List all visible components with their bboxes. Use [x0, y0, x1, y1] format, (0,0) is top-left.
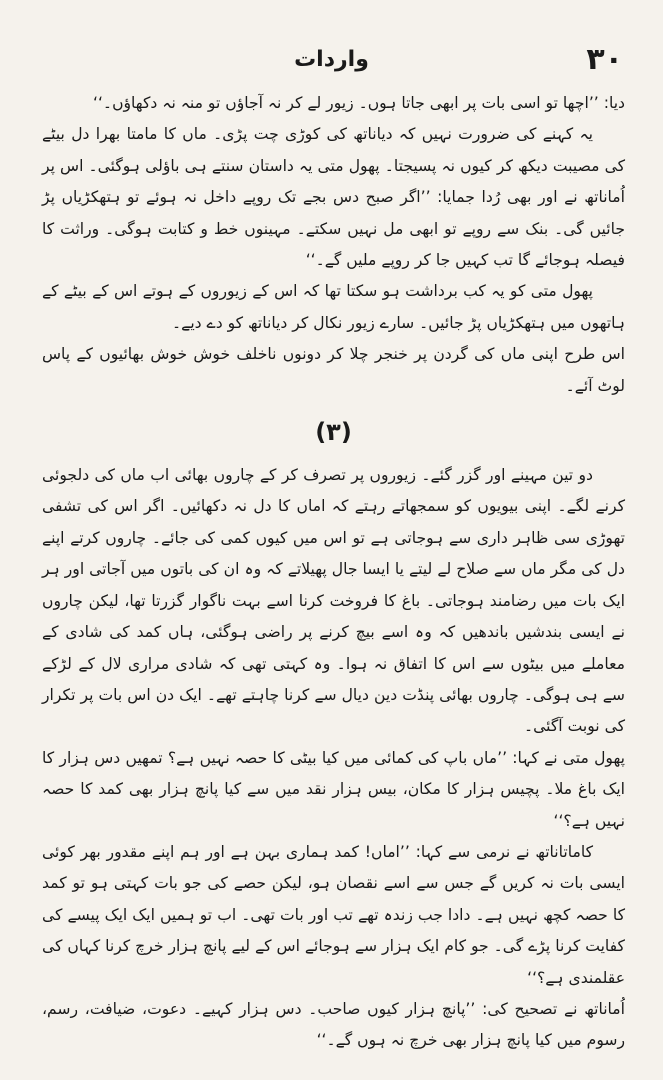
page-number: ٣٠: [586, 42, 623, 77]
running-title: واردات: [294, 47, 369, 72]
paragraph: پھول متی کو یہ کب برداشت ہو سکتا تھا کہ اس کے زیوروں کے ہوتے اس کے بیٹے کے ہاتھوں میں ہتھکڑیاں پڑ جائیں۔ سارے زیور نکال کر دیاناتھ کو دے دیے۔: [42, 282, 625, 332]
body-text: [42, 88, 625, 1057]
paragraph: کاماتاناتھ نے نرمی سے کہا: ’’اماں! کمد ہماری بہن ہے اور ہم اپنے مقدور بھر کوئی ایسی بات نہ کریں گے جس سے اسے نقصان ہو، لیکن حصے کی جو بات کہتی ہو تو کمد کا حصہ کچھ نہیں ہے۔ دادا جب زندہ تھے تب اور بات تھی۔ اب تو ہمیں ایک ایک پیسے کی کفایت کرنا پڑے گی۔ جو کام ایک ہزار سے ہوجائے اس کے لیے پانچ ہزار خرچ کرنا کہاں کی عقلمندی ہے؟‘‘: [42, 842, 625, 987]
paragraph: اُماناتھ نے تصحیح کی: ’’پانچ ہزار کیوں صاحب۔ دس ہزار کہیے۔ دعوت، ضیافت، رسم، رسوم میں کیا پانچ ہزار بھی خرچ نہ ہوں گے۔‘‘: [42, 999, 625, 1050]
section-number: (٣): [315, 418, 352, 447]
paragraph: اس طرح اپنی ماں کی گردن پر خنجر چلا کر دونوں ناخلف خوش خوش بھائیوں کے پاس لوٹ آئے۔: [42, 345, 625, 395]
paragraph: یہ کہنے کی ضرورت نہیں کہ دیاناتھ کی کوڑی چت پڑی۔ ماں کا مامتا بھرا دل بیٹے کی مصیبت دیکھ کر کیوں نہ پسیجتا۔ پھول متی یہ داستان سنتے ہی باؤلی ہوگئی۔ اس پر اُماناتھ نے اور بھی رُدا جمایا: ’’اگر صبح دس بجے تک روپے داخل نہ ہوئے تو ہتھکڑیاں پڑ جائیں گی۔ بنک سے روپے تو ابھی مل نہیں سکتے۔ مہینوں خط و کتابت ہوگی۔ وراثت کا فیصلہ ہوجائے گا تب کہیں جا کر روپے ملیں گے۔‘‘: [42, 125, 625, 270]
page-header: [40, 40, 623, 80]
paragraph: دیا: ’’اچھا تو اسی بات پر ابھی جاتا ہوں۔ زیور لے کر نہ آجاؤں تو منہ نہ دکھاؤں۔‘‘: [93, 94, 625, 112]
paragraph: پھول متی نے کہا: ’’ماں باپ کی کمائی میں کیا بیٹی کا حصہ نہیں ہے؟ تمھیں دس ہزار کا ایک باغ ملا۔ پچیس ہزار کا مکان، بیس ہزار نقد میں سے کیا پانچ ہزار بھی کمد کا حصہ نہیں ہے؟‘‘: [42, 748, 625, 830]
paragraph: دو تین مہینے اور گزر گئے۔ زیوروں پر تصرف کر کے چاروں بھائی اب ماں کی دلجوئی کرنے لگے۔ اپنی بیویوں کو سمجھاتے رہتے کہ اماں کا دل نہ دکھائیں۔ اگر اس کی تشفی تھوڑی سی ظاہر داری سے ہوجاتی ہے تو اس میں کیوں کمی کی جائے۔ چاروں کرتے اپنے دل کی مگر ماں سے صلاح لے لیتے یا ایسا جال پھیلاتے کہ وہ ان کی باتوں میں آجاتی اور ہر ایک بات میں رضامند ہوجاتی۔ باغ کا فروخت کرنا اسے بہت ناگوار گزرتا تھا، لیکن چاروں نے ایسی بندشیں باندھیں کہ وہ اسے بیچ کرنے پر راضی ہوگئی، ہاں کمد کی شادی کے معاملے میں بیٹوں سے اس کا اتفاق نہ ہوا۔ وہ کہتی تھی کہ شادی مراری لال کے لڑکے سے ہی ہوگی۔ چاروں بھائی پنڈت دین دیال سے کرنا چاہتے تھے۔ ایک دن اس بات پر تکرار کی نوبت آگئی۔: [42, 466, 625, 736]
